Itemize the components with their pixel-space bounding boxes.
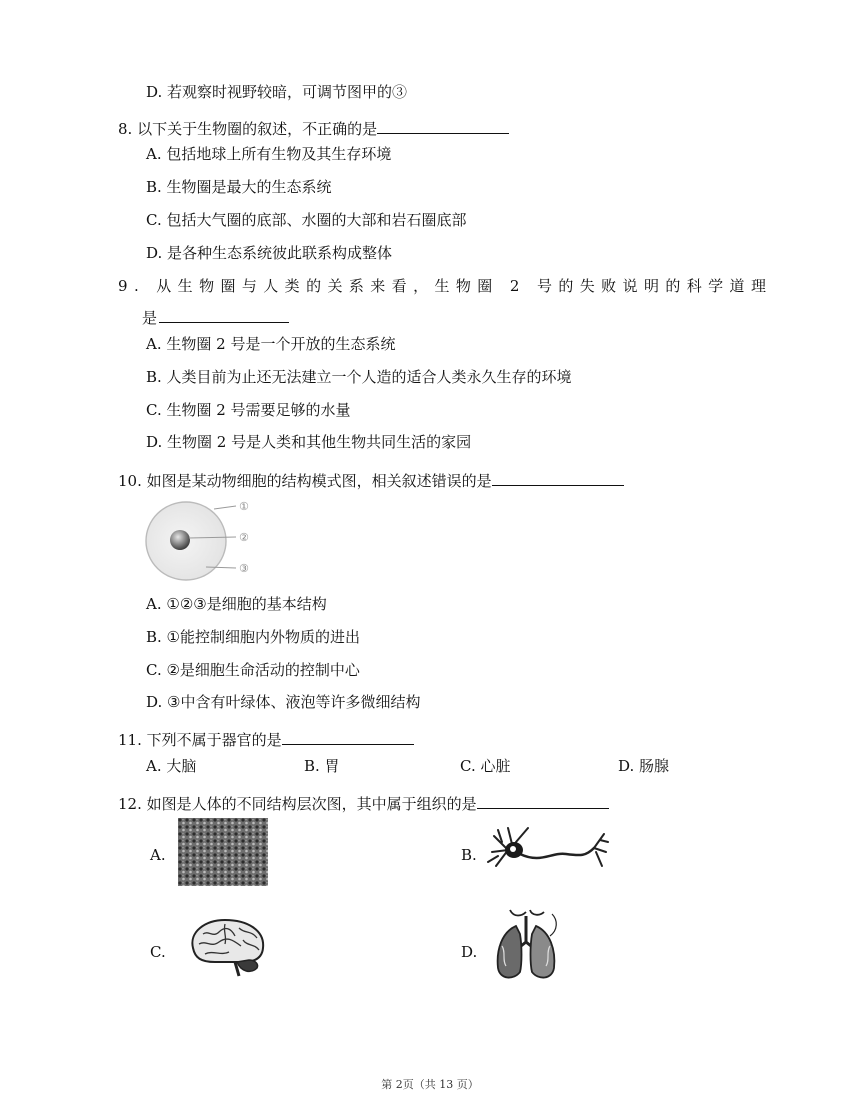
leader-line-1 xyxy=(214,506,236,509)
left-lung xyxy=(498,926,522,978)
answer-blank xyxy=(492,468,624,486)
q10-option-c: C. ②是细胞生命活动的控制中心 xyxy=(146,661,360,679)
q8-option-c: C. 包括大气圈的底部、水圈的大部和岩石圈底部 xyxy=(146,211,467,229)
q9-stem-line2 xyxy=(142,305,289,328)
q11-option-b: B. 胃 xyxy=(304,757,340,775)
cell-label-2: ② xyxy=(239,531,249,544)
q11-stem-text: 11. 下列不属于器官的是 xyxy=(118,731,282,749)
page-footer: 第 2页（共 13 页） xyxy=(381,1078,479,1091)
q9-option-b: B. 人类目前为止还无法建立一个人造的适合人类永久生存的环境 xyxy=(146,368,572,386)
answer-blank xyxy=(159,305,289,323)
q11-option-c: C. 心脏 xyxy=(460,757,511,775)
answer-blank xyxy=(477,791,609,809)
q8-option-d: D. 是各种生态系统彼此联系构成整体 xyxy=(146,244,393,262)
tissue-image xyxy=(178,818,268,886)
q12-stem-text: 12. 如图是人体的不同结构层次图，其中属于组织的是 xyxy=(118,795,477,813)
q11-option-a: A. 大脑 xyxy=(146,757,197,775)
q8-stem-text: 8. 以下关于生物圈的叙述，不正确的是 xyxy=(118,120,378,138)
q12-option-d-label: D. xyxy=(461,943,478,961)
q10-option-d: D. ③中含有叶绿体、液泡等许多微细结构 xyxy=(146,693,421,711)
right-lung xyxy=(531,926,555,978)
respiratory-system-image xyxy=(488,906,568,990)
q12-option-b-label: B. xyxy=(461,846,477,864)
q11-stem xyxy=(118,727,414,750)
q12-option-c-label: C. xyxy=(150,943,166,961)
q10-stem-text: 10. 如图是某动物细胞的结构模式图，相关叙述错误的是 xyxy=(118,472,492,490)
q9-option-c: C. 生物圈 2 号需要足够的水量 xyxy=(146,401,351,419)
answer-blank xyxy=(377,116,509,134)
q11-option-d: D. 肠腺 xyxy=(618,757,670,775)
q9-stem-line2-text: 是 xyxy=(142,309,158,327)
cell-label-1: ① xyxy=(239,500,249,513)
q7-option-d-text: D. 若观察时视野较暗，可调节图甲的③ xyxy=(146,83,408,101)
q8-option-b: B. 生物圈是最大的生态系统 xyxy=(146,178,332,196)
q12-stem xyxy=(118,791,609,814)
q10-option-b: B. ①能控制细胞内外物质的进出 xyxy=(146,628,361,646)
q7-option-d xyxy=(146,82,407,102)
q9-option-a: A. 生物圈 2 号是一个开放的生态系统 xyxy=(146,335,396,353)
q8-stem xyxy=(118,116,509,139)
neuron-image xyxy=(486,822,610,882)
q10-option-a: A. ①②③是细胞的基本结构 xyxy=(146,595,327,613)
cerebellum xyxy=(237,960,258,971)
brain-image xyxy=(185,914,269,980)
cell-label-3: ③ xyxy=(239,562,249,575)
q10-stem xyxy=(118,468,624,491)
tissue-texture xyxy=(178,818,268,886)
animal-cell-diagram xyxy=(140,495,270,585)
answer-blank xyxy=(282,727,414,745)
q9-stem-line1: 9. 从生物圈与人类的关系来看，生物圈 2 号的失败说明的科学道理 xyxy=(118,277,773,295)
q9-option-d: D. 生物圈 2 号是人类和其他生物共同生活的家园 xyxy=(146,433,472,451)
nucleus xyxy=(170,530,190,550)
q8-option-a: A. 包括地球上所有生物及其生存环境 xyxy=(146,145,392,163)
q12-option-a-label: A. xyxy=(150,846,166,864)
